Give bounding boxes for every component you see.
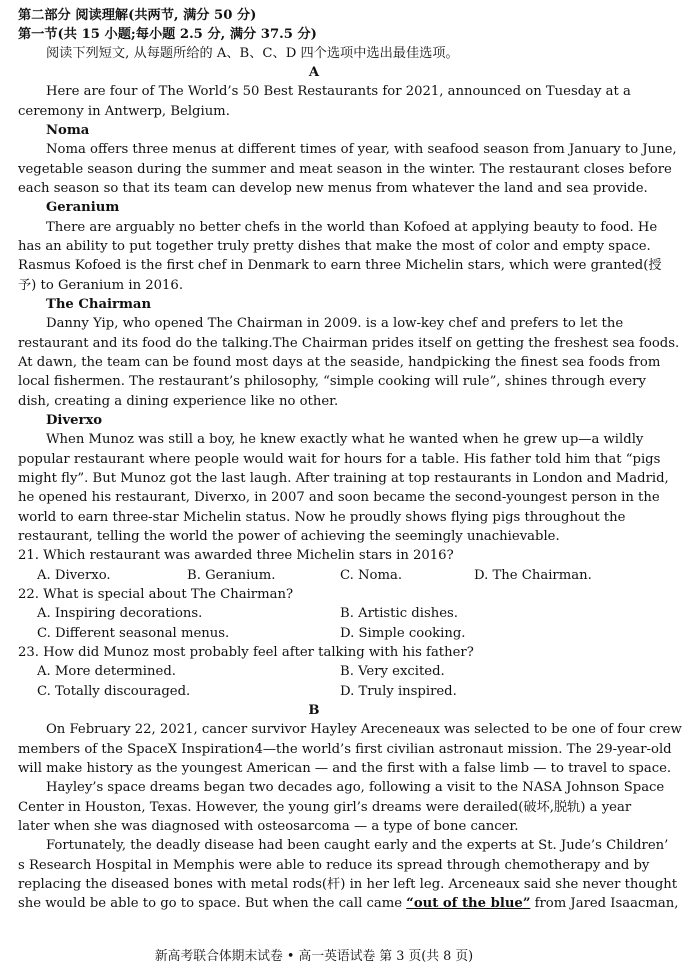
passage-b-text: she would be able to go to space. But when the call came	[18, 896, 407, 911]
chairman-line: local fishermen. The restaurant’s philosophy, “simple cooking will rule”, shines through every	[18, 374, 646, 389]
passage-b-last-line	[18, 896, 679, 912]
option-d[interactable]: D. Simple cooking.	[340, 626, 466, 641]
geranium-line: Rasmus Kofoed is the first chef in Denmark to earn three Michelin stars, which were granted(授	[18, 258, 662, 273]
option-b[interactable]: B. Geranium.	[187, 568, 276, 583]
passage-b-line: On February 22, 2021, cancer survivor Hayley Areceneaux was selected to be one of four crew	[46, 722, 682, 737]
question-stem: 22. What is special about The Chairman?	[18, 587, 294, 602]
passage-b-line: Fortunately, the deadly disease had been caught early and the experts at St. Jude’s Children’	[46, 838, 669, 853]
noma-line: each season so that its team can develop new menus from whatever the land and sea provide.	[18, 181, 648, 196]
option-d[interactable]: D. Truly inspired.	[340, 684, 457, 699]
noma-line: Noma offers three menus at different times of year, with seafood season from January to June,	[46, 142, 677, 157]
option-a[interactable]: A. More determined.	[37, 664, 176, 679]
diverxo-line: When Munoz was still a boy, he knew exactly what he wanted when he grew up—a wildly	[46, 432, 644, 447]
passage-a-letter: A	[308, 65, 320, 80]
option-a[interactable]: A. Inspiring decorations.	[37, 606, 203, 621]
diverxo-line: world to earn three-star Michelin status. Now he proudly shows flying pigs throughout the	[18, 510, 626, 525]
noma-title: Noma	[46, 123, 90, 138]
question-stem: 21. Which restaurant was awarded three Michelin stars in 2016?	[18, 548, 454, 563]
diverxo-title: Diverxo	[46, 413, 103, 428]
passage-b-line: will make history as the youngest American — and the first with a false limb — to travel to space.	[18, 761, 672, 776]
intro-line: Here are four of The World’s 50 Best Restaurants for 2021, announced on Tuesday at a	[46, 84, 631, 99]
passage-b-line: replacing the diseased bones with metal rods(杆) in her left leg. Arceneaux said she never thought	[18, 877, 678, 892]
passage-b-line: members of the SpaceX Inspiration4—the world’s first civilian astronaut mission. The 29-year-old	[18, 742, 672, 757]
passage-b-text: from Jared Isaacman,	[530, 896, 679, 911]
geranium-title: Geranium	[46, 200, 120, 215]
geranium-line: has an ability to put together truly pretty dishes that make the most of color and empty space.	[18, 239, 651, 254]
option-c[interactable]: C. Noma.	[340, 568, 403, 583]
part-heading: 第二部分 阅读理解(共两节, 满分 50 分)	[18, 8, 257, 23]
chairman-line: dish, creating a dining experience like no other.	[18, 394, 339, 409]
diverxo-line: he opened his restaurant, Diverxo, in 2007 and soon became the second-youngest person in the	[18, 490, 660, 505]
diverxo-line: might fly”. But Munoz got the last laugh. After training at top restaurants in London and Madrid,	[18, 471, 669, 486]
highlighted-phrase: “out of the blue”	[406, 896, 531, 911]
passage-b-line: later when she was diagnosed with osteosarcoma — a type of bone cancer.	[18, 819, 519, 834]
chairman-line: At dawn, the team can be found most days at the seaside, handpicking the finest sea foods from	[18, 355, 661, 370]
geranium-line: 予) to Geranium in 2016.	[18, 278, 184, 293]
option-a[interactable]: A. Diverxo.	[37, 568, 111, 583]
option-c[interactable]: C. Different seasonal menus.	[37, 626, 230, 641]
intro-line: ceremony in Antwerp, Belgium.	[18, 104, 230, 119]
chairman-line: Danny Yip, who opened The Chairman in 2009. is a low-key chef and prefers to let the	[46, 316, 624, 331]
geranium-line: There are arguably no better chefs in the world than Kofoed at applying beauty to food. He	[46, 220, 658, 235]
instruction: 阅读下列短文, 从每题所给的 A、B、C、D 四个选项中选出最佳选项。	[46, 46, 459, 61]
section-heading: 第一节(共 15 小题;每小题 2.5 分, 满分 37.5 分)	[18, 27, 317, 42]
noma-line: vegetable season during the summer and meat season in the winter. The restaurant closes before	[18, 162, 672, 177]
option-b[interactable]: B. Very excited.	[340, 664, 445, 679]
passage-b-line: Center in Houston, Texas. However, the young girl’s dreams were derailed(破坏,脱轨) a year	[18, 800, 632, 815]
question-stem: 23. How did Munoz most probably feel after talking with his father?	[18, 645, 474, 660]
option-c[interactable]: C. Totally discouraged.	[37, 684, 191, 699]
passage-b-letter: B	[308, 703, 320, 718]
page-footer: 新高考联合体期末试卷 • 高一英语试卷 第 3 页(共 8 页)	[154, 949, 474, 964]
chairman-line: restaurant and its food do the talking.The Chairman prides itself on getting the freshest sea foods.	[18, 336, 680, 351]
option-b[interactable]: B. Artistic dishes.	[340, 606, 458, 621]
diverxo-line: restaurant, telling the world the power of achieving the seemingly unachievable.	[18, 529, 560, 544]
passage-b-line: Hayley’s space dreams began two decades ago, following a visit to the NASA Johnson Space	[46, 780, 665, 795]
chairman-title: The Chairman	[46, 297, 152, 312]
option-d[interactable]: D. The Chairman.	[474, 568, 592, 583]
diverxo-line: popular restaurant where people would wait for hours for a table. His father told him that “pigs	[18, 452, 661, 467]
passage-b-line: s Research Hospital in Memphis were able to reduce its spread through chemotherapy and by	[18, 858, 650, 873]
